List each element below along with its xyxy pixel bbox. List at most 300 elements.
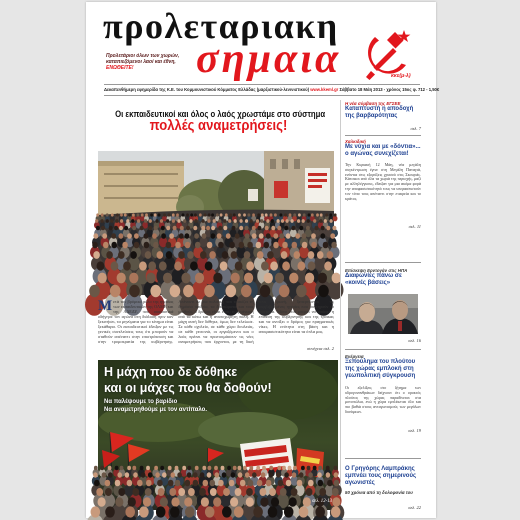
crowd-figure-head <box>195 466 199 470</box>
crowd-figure-head <box>146 480 152 487</box>
crowd-figure-head <box>101 226 105 231</box>
crowd-figure-head <box>244 273 253 284</box>
crowd-figure-head <box>106 213 109 216</box>
crowd-figure-head <box>276 472 281 477</box>
crowd-figure-head <box>291 219 294 223</box>
crowd-figure-head <box>152 233 157 239</box>
crowd-figure-head <box>115 219 118 223</box>
crowd-figure-head <box>297 219 300 223</box>
crowd-figure-head <box>241 285 252 297</box>
crowd-figure-head <box>248 213 251 216</box>
crowd-figure-head <box>180 226 184 231</box>
crowd-figure-head <box>330 233 335 239</box>
crowd-figure-head <box>183 285 194 297</box>
crowd-figure-head <box>139 506 149 517</box>
crowd-figure-head <box>289 273 298 284</box>
crowd-figure-head <box>291 488 298 496</box>
crowd-figure-head <box>270 261 278 270</box>
crowd-figure-head <box>169 233 174 239</box>
crowd-figure-head <box>332 488 339 496</box>
crowd-figure-head <box>140 226 144 231</box>
crowd-figure-head <box>150 285 161 297</box>
crowd-figure-head <box>116 213 119 216</box>
crowd-figure-head <box>123 261 131 270</box>
crowd-figure-head <box>202 466 206 470</box>
crowd-figure-head <box>204 285 215 297</box>
crowd-figure-head <box>231 472 236 477</box>
crowd-figure-head <box>199 213 202 216</box>
crowd-figure-head <box>162 472 167 477</box>
photo-backdrop <box>348 294 418 308</box>
crowd-figure-head <box>168 213 171 216</box>
crowd-figure-head <box>226 285 237 297</box>
crowd-figure-head <box>229 242 235 249</box>
crowd-figure-head <box>261 261 269 270</box>
crowd-figure-head <box>127 480 133 487</box>
crowd-figure-head <box>265 226 269 231</box>
crowd-figure-head <box>103 242 109 249</box>
crowd-figure-head <box>275 273 284 284</box>
sidebar-item-1-page-ref: σελ. 7 <box>410 126 421 131</box>
crowd-figure-head <box>292 242 298 249</box>
crowd-figure-head <box>320 213 323 216</box>
crowd-figure-head <box>280 213 283 216</box>
crowd-figure-head <box>269 466 273 470</box>
crowd-figure-head <box>318 273 327 284</box>
crowd-figure-head <box>93 472 98 477</box>
crowd-figure-head <box>146 273 155 284</box>
crowd-figure-head <box>260 497 268 507</box>
crowd-figure-head <box>141 472 146 477</box>
crowd-figure-head <box>178 251 185 259</box>
crowd-figure-head <box>302 242 308 249</box>
crowd-figure-head <box>120 466 124 470</box>
crowd-figure-head <box>111 213 114 216</box>
crowd-figure-head <box>132 213 135 216</box>
crowd-figure-head <box>302 219 305 223</box>
crowd-figure-head <box>311 242 317 249</box>
crowd-figure-head <box>175 480 181 487</box>
crowd-figure-head <box>235 233 240 239</box>
sidebar-item-2-body: Την Κυριακή 12 Μάη, νέα μεγάλη συγκέντρωση έγινε στη Μεγάλη Παναγιά, ενάντια στις εξορύξεις χρυσού στις Σκουριές. Κάτοικοι από όλα τα χωριά της περιοχής, μαζί με αλληλέγγυους, έδειξαν για μια ακόμα φορά την αποφασιστικότητά τους να υπερασπιστούν τον τόπο τους απέναντι στην εταιρεία και το κράτος. <box>345 162 421 201</box>
crowd-figure-head <box>202 233 207 239</box>
crowd-figure-head <box>172 213 175 216</box>
crowd-figure-head <box>193 472 198 477</box>
crowd-figure-head <box>327 480 333 487</box>
logo-hammer-handle <box>374 48 397 71</box>
crowd-figure-head <box>160 219 163 223</box>
crowd-figure-head <box>98 273 107 284</box>
crowd-figure-head <box>148 226 152 231</box>
crowd-figure-head <box>181 273 190 284</box>
crowd-figure-head <box>238 472 243 477</box>
crowd-figure-head <box>273 233 278 239</box>
crowd-figure-head <box>137 219 140 223</box>
crowd-figure-head <box>117 472 122 477</box>
crowd-figure-head <box>205 506 215 517</box>
crowd-figure-head <box>161 233 166 239</box>
crowd-figure-head <box>150 213 153 216</box>
crowd-figure-head <box>97 261 105 270</box>
crowd-figure-head <box>206 226 210 231</box>
crowd-figure-head <box>240 219 243 223</box>
crowd-figure-head <box>124 213 127 216</box>
crowd-figure-head <box>213 273 222 284</box>
crowd-figure-head <box>252 226 256 231</box>
crowd-figure-head <box>269 488 276 496</box>
masthead-title-bottom: σημαια <box>196 36 342 82</box>
crowd-figure-head <box>273 242 279 249</box>
crowd-figure-head <box>222 251 229 259</box>
crowd-figure-head <box>108 472 113 477</box>
sidebar-item-4-body: Οι εξελίξεις στο ζήτημα των υδρογονανθράκων δείχνουν ότι ο ορυκτός πλούτος της χώρας παραδίνεται στα μονοπώλια, ενώ η χώρα εμπλέκεται όλο και πιο βαθιά στους ανταγωνισμούς των μεγάλων δυνάμεων. <box>345 385 421 414</box>
crowd-figure-head <box>171 472 176 477</box>
crowd-figure-head <box>248 480 254 487</box>
crowd-figure-head <box>148 472 153 477</box>
crowd-figure-head <box>231 273 240 284</box>
crowd-figure-head <box>316 213 319 216</box>
crowd-figure-head <box>211 226 215 231</box>
crowd-figure-head <box>308 251 315 259</box>
crowd-figure-head <box>334 472 339 477</box>
issue-info-suffix: Σάββατο 18 Μάη 2013 - χρόνος 15ος φ. 712 - 1,50€ <box>338 87 440 92</box>
crowd-figure-head <box>284 472 289 477</box>
crowd-figure-head <box>110 219 113 223</box>
crowd-figure-head <box>233 213 236 216</box>
crowd-figure-head <box>178 488 185 496</box>
crowd-figure-head <box>141 213 144 216</box>
crowd-figure-head <box>223 226 227 231</box>
crowd-figure-head <box>307 466 311 470</box>
crowd-figure-head <box>122 242 128 249</box>
crowd-figure-head <box>163 213 166 216</box>
crowd-figure-head <box>184 497 192 507</box>
crowd-figure-head <box>240 480 246 487</box>
sidebar-item-3-page-ref: σελ. 16 <box>408 338 421 343</box>
crowd-figure-head <box>158 213 161 216</box>
crowd-figure-head <box>253 506 263 517</box>
crowd-figure-head <box>185 506 195 517</box>
crowd-figure-head <box>154 466 158 470</box>
crowd-figure-head <box>308 261 316 270</box>
crowd-figure-head <box>201 226 205 231</box>
crowd-figure-head <box>154 213 157 216</box>
bottom-story-page-ref: σελ. 12-13 <box>312 499 332 504</box>
crowd-figure-head <box>92 242 98 249</box>
crowd-figure-head <box>294 251 301 259</box>
sidebar-rule <box>345 458 421 459</box>
crowd-figure-head <box>155 472 160 477</box>
crowd-figure-head <box>200 472 205 477</box>
crowd-figure-head <box>278 480 284 487</box>
crowd-figure-head <box>235 261 243 270</box>
crowd-figure-head <box>201 497 209 507</box>
crowd-figure-head <box>245 472 250 477</box>
crowd-figure-head <box>160 497 168 507</box>
crowd-figure-head <box>260 285 271 297</box>
crowd-figure-head <box>115 466 119 470</box>
crowd-figure-head <box>298 261 306 270</box>
crowd-figure-head <box>132 488 139 496</box>
crowd-figure-head <box>235 488 242 496</box>
crowd-figure-head <box>277 226 281 231</box>
crowd-figure-head <box>218 219 221 223</box>
crowd-figure-head <box>264 273 273 284</box>
crowd-figure-head <box>132 226 136 231</box>
crowd-figure-head <box>118 251 125 259</box>
crowd-figure-head <box>108 466 112 470</box>
crowd-figure-head <box>325 213 328 216</box>
main-headline-line-1-text: Οι εκπαιδευτικοί και όλος ο λαός χρωστάμε στο σύστημα <box>115 109 326 119</box>
crowd-figure-head <box>168 480 174 487</box>
crowd-figure-head <box>256 466 260 470</box>
sidebar-item-5-page-ref: σελ. 22 <box>408 505 421 510</box>
issue-info-prefix: Δεκαπενθήμερη εφημερίδα της Κ.Ε. του Κομμουνιστικού Κόμματος Ελλάδας (μαρξιστικού-λενινιστικού) <box>104 87 311 92</box>
crowd-figure-head <box>259 233 264 239</box>
crowd-figure-head <box>117 273 126 284</box>
crowd-figure-head <box>245 219 248 223</box>
crowd-figure-head <box>188 488 195 496</box>
crowd-figure-head <box>313 466 317 470</box>
crowd-figure-head <box>109 226 113 231</box>
crowd-figure-head <box>144 219 147 223</box>
crowd-figure-head <box>257 251 264 259</box>
crowd-figure-head <box>317 472 322 477</box>
crowd-figure-head <box>303 213 306 216</box>
crowd-figure-head <box>223 219 226 223</box>
crowd-figure-head <box>211 233 216 239</box>
crowd-figure-head <box>174 261 182 270</box>
crowd-figure-head <box>227 466 231 470</box>
crowd-figure-head <box>137 213 140 216</box>
crowd-figure-head <box>111 233 116 239</box>
crowd-figure-head <box>190 213 193 216</box>
bottom-story-title-line-1: Η μάχη που δε δόθηκε <box>104 365 238 379</box>
crowd-figure-head <box>216 213 219 216</box>
crowd-figure-head <box>126 219 129 223</box>
crowd-figure-head <box>268 506 278 517</box>
crowd-figure-head <box>295 233 300 239</box>
crowd-figure-head <box>326 472 331 477</box>
crowd-figure-head <box>326 466 330 470</box>
crowd-figure-head <box>137 480 143 487</box>
crowd-figure-head <box>127 466 131 470</box>
crowd-figure-head <box>279 233 284 239</box>
crowd-figure-head <box>246 488 253 496</box>
crowd-figure-head <box>220 261 228 270</box>
crowd-figure-head <box>145 251 152 259</box>
crowd-figure-head <box>187 466 191 470</box>
sidebar-item-4-page-ref: σελ. 19 <box>408 428 421 433</box>
crowd-figure-head <box>110 285 121 297</box>
crowd-figure-head <box>171 497 179 507</box>
crowd-figure-head <box>334 213 337 216</box>
crowd-figure-head <box>315 506 325 517</box>
bottom-story-subtitle-2: Να αναμετρηθούμε με τον αντίπαλο. <box>104 407 208 413</box>
crowd-figure-head <box>319 219 322 223</box>
crowd-figure-head <box>234 219 237 223</box>
crowd-figure-head <box>93 233 98 239</box>
main-story-text: ετά τον βρόμικο ρόλο της ηγεσίας των εκπαιδευτικών της ΟΛΜΕ και της ΑΔΕΔΥ, που ουσιαστικά οδήγησε τον αγώνα στη διάλυση πριν καν ξεκινήσει, τα μηνύματα για το κίνημα είναι ξεκάθαρα. Οι εκπαιδευτικοί έδειξαν με τις γενικές συνελεύσεις τους ότι μπορούν να σταθούν απέναντι στην επιστράτευση και στην τρομοκρατία της κυβέρνησης. Απέναντι σε μια πολιτική που τσακίζει τη δημόσια παιδεία, τα δικαιώματα και τους μισθούς, ο δρόμος είναι ένας: η οργάνωση από τα κάτω και η ανυποχώρητη πάλη. Η μάχη αυτή δεν δόθηκε, όμως δεν τελείωσε. Σε κάθε σχολείο, σε κάθε χώρο δουλειάς, σε κάθε γειτονιά, οι εργαζόμενοι και ο λαός πρέπει να προετοιμάσουν τις νέες αναμετρήσεις που έρχονται, με τη δική τους φωνή, ξεπερνώντας τις συμβιβασμένες ηγεσίες που συντηρούν το σύστημα. Μόνο έτσι μπορεί να σπάσει η επίθεση της κυβέρνησης και της τρόικας και να ανοίξει ο δρόμος για πραγματικές νίκες. Η ενότητα στη βάση και η αποφασιστικότητα είναι τα όπλα μας. <box>98 299 334 344</box>
main-story-continued: συνέχεια σελ. 2 <box>307 346 334 351</box>
crowd-figure-head <box>161 226 165 231</box>
crowd-figure-head <box>111 261 119 270</box>
crowd-figure-head <box>127 233 132 239</box>
crowd-figure-head <box>115 497 123 507</box>
crowd-figure-head <box>239 242 245 249</box>
crowd-figure-head <box>281 251 288 259</box>
crowd-figure-head <box>186 226 190 231</box>
sidebar-item-2-page-ref: σελ. 11 <box>408 224 421 229</box>
crowd-figure-head <box>261 472 266 477</box>
crowd-figure-head <box>301 466 305 470</box>
crowd-figure-head <box>234 506 244 517</box>
crowd-figure-head <box>223 488 230 496</box>
crowd-figure-head <box>321 226 325 231</box>
crowd-figure-head <box>119 226 123 231</box>
sidebar-item-1-kicker: Η νέα σύμβαση της ΕΓΣΕΕ <box>345 101 401 106</box>
crowd-figure-head <box>190 261 198 270</box>
crowd-figure-head <box>271 497 279 507</box>
crowd-figure-head <box>288 466 292 470</box>
crowd-figure-head <box>96 226 100 231</box>
crowd-figure-head <box>203 480 209 487</box>
crowd-figure-head <box>331 506 341 517</box>
crowd-figure-head <box>166 242 172 249</box>
bottom-story-subtitle-1: Να παλέψουμε το βαρίδιο <box>104 399 178 405</box>
crowd-figure-head <box>129 273 138 284</box>
crowd-figure-head <box>245 226 249 231</box>
crowd-figure-head <box>105 506 115 517</box>
crowd-figure-head <box>182 213 185 216</box>
crowd-figure-head <box>218 480 224 487</box>
crowd-figure-head <box>205 261 213 270</box>
crowd-figure-head <box>125 506 135 517</box>
crowd-figure-head <box>257 226 261 231</box>
crowd-figure-head <box>277 219 280 223</box>
crowd-figure-head <box>106 251 113 259</box>
crowd-figure-head <box>111 242 117 249</box>
main-headline-line-2-text: πολλές αναμετρήσεις! <box>149 118 287 134</box>
crowd-figure-head <box>299 226 303 231</box>
crowd-figure-head <box>144 233 149 239</box>
crowd-figure-head <box>293 466 297 470</box>
protest-crowd-photo <box>98 151 334 295</box>
crowd-figure-head <box>284 506 294 517</box>
crowd-figure-head <box>308 480 314 487</box>
crowd-figure-head <box>215 472 220 477</box>
crowd-figure-head <box>238 466 242 470</box>
sidebar-item-2-kicker: Χαλκιδική <box>345 139 366 144</box>
crowd-figure-head <box>245 233 250 239</box>
crowd-figure-head <box>131 219 134 223</box>
crowd-figure-head <box>243 213 246 216</box>
crowd-figure-head <box>334 466 338 470</box>
crowd-figure-head <box>170 285 181 297</box>
crowd-figure-head <box>89 285 100 297</box>
sidebar-item-1-headline: Καταπτυστή η αποδοχή της βαρβαρότητας <box>345 106 414 119</box>
crowd-figure-head <box>176 213 179 216</box>
crowd-figure-head <box>318 285 329 297</box>
crowd-figure-head <box>286 480 292 487</box>
crowd-figure-head <box>318 466 322 470</box>
crowd-figure-head <box>172 219 175 223</box>
crowd-figure-head <box>319 488 326 496</box>
crowd-figure-head <box>124 226 128 231</box>
crowd-figure-head <box>218 242 224 249</box>
crowd-figure-head <box>221 466 225 470</box>
crowd-figure-head <box>267 251 274 259</box>
sidebar-item-3-kicker: Επίσκεψη Ερντογάν στις ΗΠΑ <box>345 268 408 273</box>
crowd-figure-head <box>115 480 121 487</box>
crowd-figure-head <box>257 480 263 487</box>
crowd-figure-head <box>134 233 139 239</box>
crowd-figure-head <box>260 219 263 223</box>
crowd-figure-head <box>207 219 210 223</box>
crowd-figure-head <box>208 466 212 470</box>
crowd-figure-head <box>329 213 332 216</box>
crowd-figure-head <box>318 480 324 487</box>
crowd-figure-head <box>261 213 264 216</box>
crowd-figure-head <box>326 226 330 231</box>
crowd-figure-head <box>175 242 181 249</box>
crowd-figure-head <box>169 488 176 496</box>
crowd-figure-head <box>157 480 163 487</box>
crowd-figure-head <box>175 466 179 470</box>
crowd-figure-head <box>217 233 222 239</box>
crowd-figure-head <box>334 480 340 487</box>
crowd-figure-head <box>210 488 217 496</box>
crowd-figure-head <box>330 219 333 223</box>
crowd-figure-head <box>155 219 158 223</box>
crowd-figure-head <box>256 242 262 249</box>
crowd-figure-head <box>292 472 297 477</box>
crowd-figure-head <box>222 472 227 477</box>
crowd-figure-head <box>170 506 180 517</box>
crowd-figure-head <box>91 506 101 517</box>
sidebar-item-4-kicker: Ενέργεια <box>345 354 364 359</box>
crowd-figure-head <box>199 488 206 496</box>
crowd-figure-head <box>195 273 204 284</box>
crowd-figure-head <box>315 226 319 231</box>
crowd-figure-head <box>246 261 254 270</box>
crowd-figure-head <box>282 466 286 470</box>
crowd-figure-head <box>145 213 148 216</box>
crowd-figure-head <box>252 472 257 477</box>
crowd-figure-head <box>93 251 100 259</box>
crowd-figure-head <box>140 466 144 470</box>
crowd-figure-head <box>149 219 152 223</box>
slogan-line-2 <box>106 59 198 71</box>
bottom-story-box <box>98 360 338 510</box>
crowd-figure-head <box>247 242 253 249</box>
hammer-sickle-logo <box>358 27 416 85</box>
crowd-figure-head <box>166 226 170 231</box>
crowd-figure-head <box>246 497 254 507</box>
two-leaders-photo <box>348 294 418 334</box>
logo-hammer-head <box>387 32 404 49</box>
crowd-figure-head <box>139 261 147 270</box>
crowd-figure-head <box>262 466 266 470</box>
bottom-story-title-line-2: και οι μάχες που θα δοθούν! <box>104 381 272 395</box>
crowd-figure-head <box>332 497 340 507</box>
crowd-figure-head <box>226 233 231 239</box>
crowd-figure-head <box>291 226 295 231</box>
crowd-figure-head <box>182 466 186 470</box>
crowd-figure-head <box>132 466 136 470</box>
crowd-figure-head <box>271 226 275 231</box>
crowd-figure-head <box>118 488 125 496</box>
